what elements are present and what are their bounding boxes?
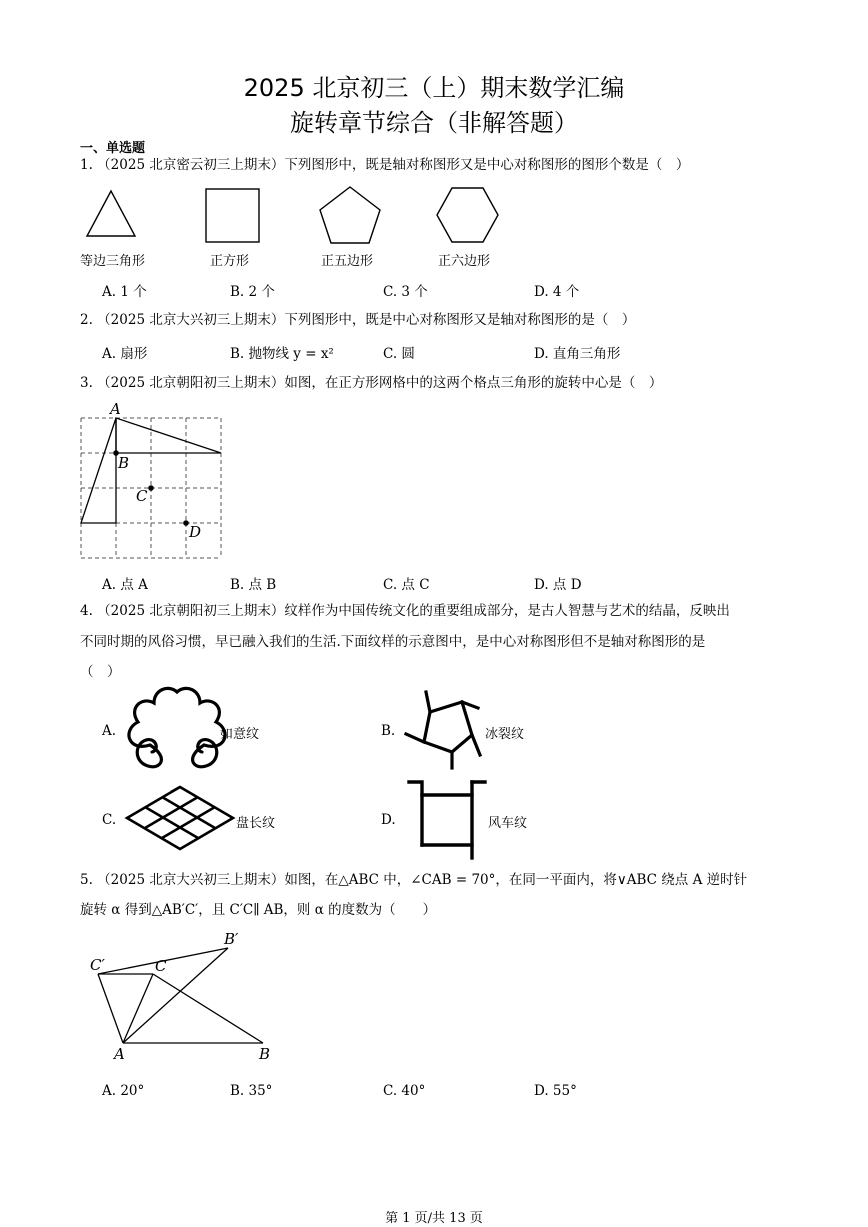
question-4-option-a-name: 如意纹 xyxy=(220,727,260,742)
question-4-stem-line-3: （ ） xyxy=(80,664,121,680)
question-4-option-a-letter[interactable]: A. xyxy=(102,723,117,739)
question-1-option-c[interactable]: C. 3 个 xyxy=(383,284,428,300)
question-5-option-a[interactable]: A. 20° xyxy=(102,1083,145,1099)
question-3-option-b[interactable]: B. 点 B xyxy=(230,577,277,593)
point-label-a: A xyxy=(114,1045,125,1063)
point-label-b: B xyxy=(118,454,130,472)
figure-label-square: 正方形 xyxy=(210,254,250,269)
question-3-option-d[interactable]: D. 点 D xyxy=(534,577,582,593)
question-4-option-c-letter[interactable]: C. xyxy=(102,812,117,828)
point-label-d: D xyxy=(189,523,202,541)
point-label-c: C xyxy=(136,487,148,505)
question-3-option-a[interactable]: A. 点 A xyxy=(102,577,148,593)
point-label-b: B xyxy=(259,1045,271,1063)
question-5-option-b[interactable]: B. 35° xyxy=(230,1083,273,1099)
question-4-option-c-name: 盘长纹 xyxy=(236,816,276,831)
question-4-stem-line-2: 不同时期的风俗习惯，早已融入我们的生活.下面纹样的示意图中，是中心对称图形但不是轴对称图形的是 xyxy=(80,634,706,650)
question-1-option-b[interactable]: B. 2 个 xyxy=(230,284,275,300)
question-5-option-c[interactable]: C. 40° xyxy=(383,1083,426,1099)
question-2-option-d[interactable]: D. 直角三角形 xyxy=(534,346,621,362)
question-1-stem: 1. （2025 北京密云初三上期末）下列图形中，既是轴对称图形又是中心对称图形的图形个数是（ ） xyxy=(80,157,690,173)
question-4-option-b-name: 冰裂纹 xyxy=(485,727,525,742)
question-2-option-a[interactable]: A. 扇形 xyxy=(102,346,148,362)
point-label-b-prime: B′ xyxy=(224,930,239,948)
section-heading: 一、单选题 xyxy=(80,141,146,156)
question-4-option-d-letter[interactable]: D. xyxy=(381,812,396,828)
question-5-stem-line-1: 5. （2025 北京大兴初三上期末）如图，在△ABC 中，∠CAB = 70°，在同一平面内，将∨ABC 绕点 A 逆时针 xyxy=(80,872,748,888)
question-3-stem: 3. （2025 北京朝阳初三上期末）如图，在正方形网格中的这两个格点三角形的旋转中心是（ ） xyxy=(80,375,663,391)
question-1-option-a[interactable]: A. 1 个 xyxy=(102,284,147,300)
page-title: 2025 北京初三（上）期末数学汇编 xyxy=(243,74,625,102)
question-4-option-b-letter[interactable]: B. xyxy=(381,723,396,739)
question-3-option-c[interactable]: C. 点 C xyxy=(383,577,430,593)
figure-label-pentagon: 正五边形 xyxy=(321,254,374,269)
question-1-option-d[interactable]: D. 4 个 xyxy=(534,284,580,300)
figure-label-hexagon: 正六边形 xyxy=(438,254,491,269)
question-2-option-b[interactable]: B. 抛物线 y = x² xyxy=(230,346,334,362)
page-subtitle: 旋转章节综合（非解答题） xyxy=(290,109,578,137)
question-4-stem-line-1: 4. （2025 北京朝阳初三上期末）纹样作为中国传统文化的重要组成部分，是古人智慧与艺术的结晶，反映出 xyxy=(80,603,730,619)
point-label-c-prime: C′ xyxy=(90,956,105,974)
question-2-stem: 2. （2025 北京大兴初三上期末）下列图形中，既是中心对称图形又是轴对称图形的是（ ） xyxy=(80,312,636,328)
point-label-a: A xyxy=(110,400,121,418)
page-number: 第 1 页/共 13 页 xyxy=(385,1211,483,1226)
question-4-option-d-name: 风车纹 xyxy=(488,816,528,831)
question-5-stem-line-2: 旋转 α 得到△AB′C′，且 C′C∥ AB，则 α 的度数为（ ） xyxy=(80,902,437,918)
figure-label-triangle: 等边三角形 xyxy=(80,254,146,269)
question-2-option-c[interactable]: C. 圆 xyxy=(383,346,415,362)
point-label-c: C xyxy=(155,957,167,975)
question-5-option-d[interactable]: D. 55° xyxy=(534,1083,577,1099)
